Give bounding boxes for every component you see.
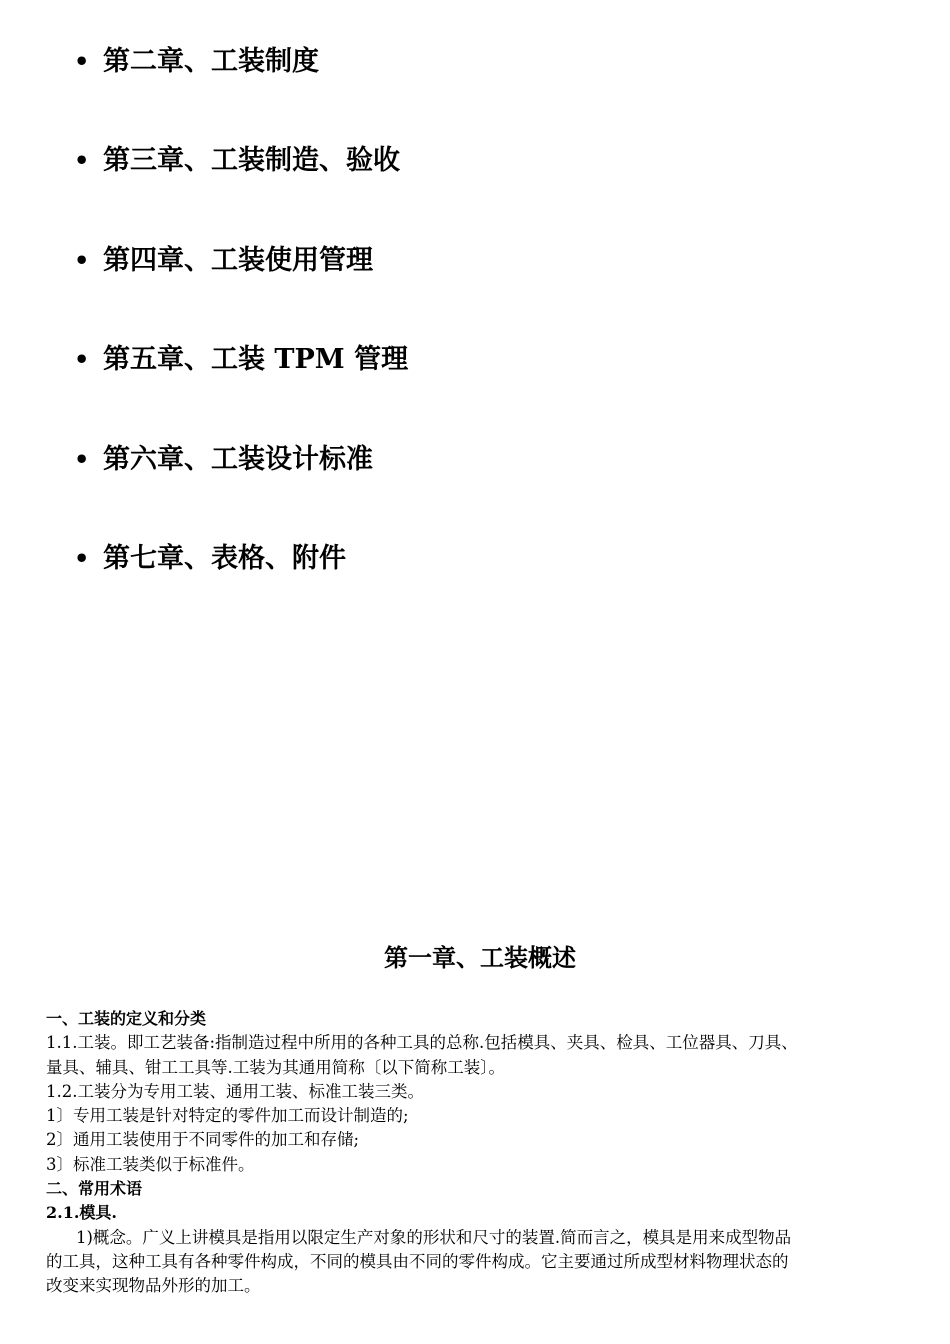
- list-item: 3〕标准工装类似于标准件。: [46, 1154, 255, 1174]
- bullet-icon: •: [74, 47, 90, 76]
- toc-item: [74, 440, 373, 480]
- toc-item-label: 第三章、工装制造、验收: [103, 145, 400, 176]
- bullet-icon: •: [74, 345, 90, 374]
- section-heading: 二、常用术语: [46, 1179, 143, 1199]
- paragraph-line: 的工具，这种工具有各种零件构成，不同的模具由不同的零件构成。它主要通过所成型材料物理状态的: [46, 1251, 789, 1271]
- toc-item-label: 第二章、工装制度: [103, 46, 319, 77]
- list-item: 2〕通用工装使用于不同零件的加工和存储;: [46, 1130, 360, 1150]
- toc-item: [74, 539, 346, 579]
- bullet-icon: •: [74, 445, 90, 474]
- chapter-title: 第一章、工装概述: [384, 943, 576, 972]
- paragraph-line: 量具、辅具、钳工工具等.工装为其通用简称〔以下简称工装〕。: [46, 1057, 505, 1077]
- chapter-body: [46, 1007, 926, 1299]
- toc-item: [74, 340, 408, 380]
- toc-item-label: 第七章、表格、附件: [103, 543, 346, 574]
- toc-item-label: 第五章、工装 TPM 管理: [103, 344, 409, 375]
- paragraph-line: 1)概念。广义上讲模具是指用以限定生产对象的形状和尺寸的装置.简而言之，模具是用来成型物品: [76, 1227, 792, 1247]
- bullet-icon: •: [74, 544, 90, 573]
- toc-item-label: 第六章、工装设计标准: [103, 444, 373, 475]
- section-heading: 一、工装的定义和分类: [46, 1009, 207, 1028]
- toc-item: [74, 241, 373, 281]
- toc-item-label: 第四章、工装使用管理: [103, 245, 373, 276]
- list-item: 1〕专用工装是针对特定的零件加工而设计制造的;: [46, 1106, 409, 1126]
- bullet-icon: •: [74, 146, 90, 175]
- paragraph-line: 1.2.工装分为专用工装、通用工装、标准工装三类。: [46, 1081, 424, 1101]
- paragraph-line: 改变来实现物品外形的加工。: [46, 1276, 261, 1296]
- toc-item: [74, 42, 319, 82]
- paragraph-line: 1.1.工装。即工艺装备:指制造过程中所用的各种工具的总称.包括模具、夹具、检具、工位器具、刀具、: [46, 1033, 798, 1053]
- toc-item: [74, 141, 400, 181]
- subsection-heading: 2.1.模具.: [46, 1203, 117, 1223]
- bullet-icon: •: [74, 246, 90, 275]
